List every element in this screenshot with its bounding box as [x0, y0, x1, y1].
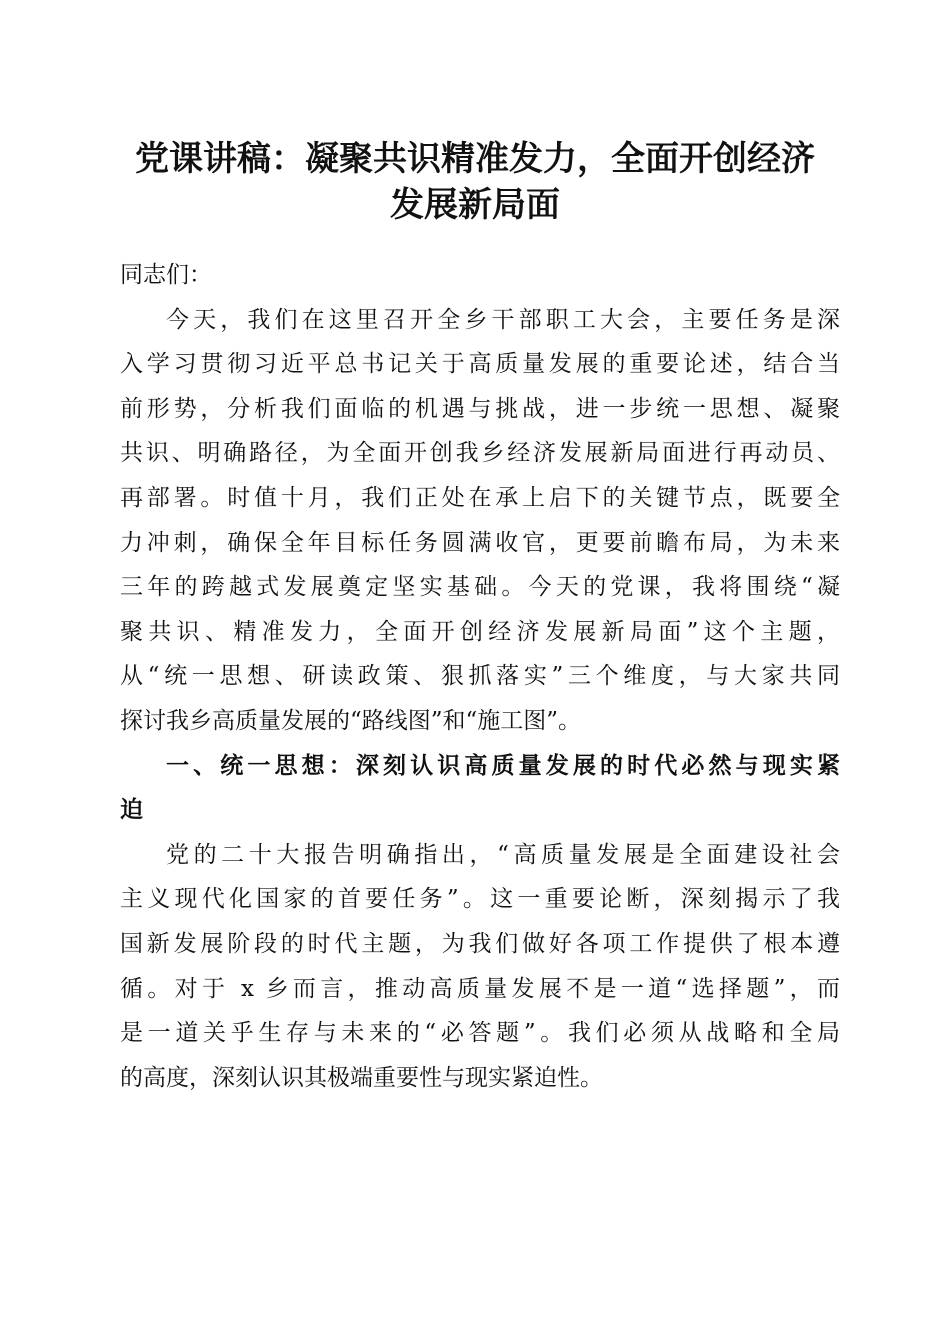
text-line: 党的二十大报告明确指出，“高质量发展是全面建设社会	[166, 841, 840, 868]
text-line: 共识、明确路径，为全面开创我乡经济发展新局面进行再动员、	[120, 440, 840, 467]
text-line: 探讨我乡高质量发展的“路线图”和“施工图”。	[120, 707, 582, 734]
text-line: 前形势，分析我们面临的机遇与挑战，进一步统一思想、凝聚	[120, 395, 840, 422]
text-line: 国新发展阶段的时代主题，为我们做好各项工作提供了根本遵	[120, 930, 840, 957]
paragraph-intro	[120, 298, 840, 744]
section-heading	[120, 744, 840, 833]
heading-line: 一、统一思想：深刻认识高质量发展的时代必然与现实紧	[166, 752, 840, 779]
text-line: 主义现代化国家的首要任务”。这一重要论断，深刻揭示了我	[120, 886, 840, 913]
title-line: 发展新局面	[390, 185, 560, 225]
text-line: 的高度，深刻认识其极端重要性与现实紧迫性。	[120, 1064, 603, 1091]
text-line: 聚共识、精准发力，全面开创经济发展新局面”这个主题，	[120, 618, 840, 645]
text-line: 力冲刺，确保全年目标任务圆满收官，更要前瞻布局，为未来	[120, 529, 840, 556]
text-line: 循。对于 x 乡而言，推动高质量发展不是一道“选择题”，而	[120, 975, 840, 1002]
salutation: 同志们：	[120, 262, 212, 288]
text-line: 三年的跨越式发展奠定坚实基础。今天的党课，我将围绕“凝	[120, 574, 840, 601]
text-line: 是一道关乎生存与未来的“必答题”。我们必须从战略和全局	[120, 1020, 840, 1047]
document-body	[120, 253, 840, 1100]
text-line: 今天，我们在这里召开全乡干部职工大会，主要任务是深	[166, 306, 840, 333]
text-line: 再部署。时值十月，我们正处在承上启下的关键节点，既要全	[120, 484, 840, 511]
paragraph-section-1	[120, 833, 840, 1101]
title-line: 党课讲稿：凝聚共识精准发力，全面开创经济	[135, 139, 815, 179]
text-line: 从“统一思想、研读政策、狠抓落实”三个维度，与大家共同	[120, 663, 840, 690]
text-line: 入学习贯彻习近平总书记关于高质量发展的重要论述，结合当	[120, 351, 840, 378]
document-title	[80, 136, 870, 228]
heading-line: 迫	[120, 797, 143, 824]
